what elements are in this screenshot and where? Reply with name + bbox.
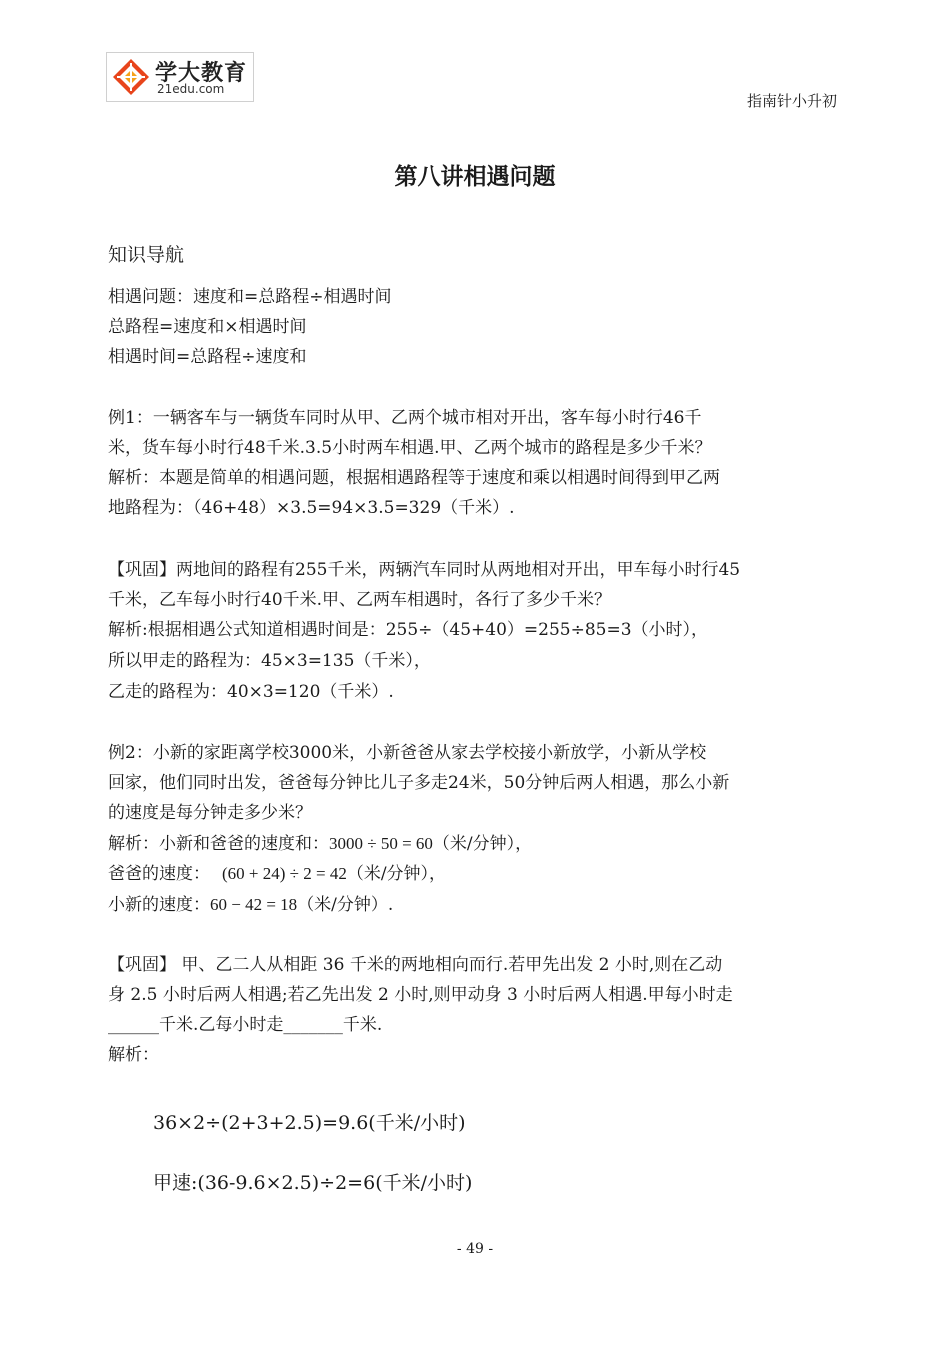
formula-line: 相遇时间=总路程÷速度和 — [108, 347, 307, 367]
practice1-line: 【巩固】两地间的路程有255千米，两辆汽车同时从两地相对开出，甲车每小时行45 — [108, 560, 741, 580]
logo-chinese-text: 学大教育 — [155, 61, 248, 86]
solution-unit: （米/分钟）， — [346, 864, 447, 884]
practice2-line: ______千米.乙每小时走_______千米. — [108, 1015, 383, 1035]
example1-line: 例1：一辆客车与一辆货车同时从甲、乙两个城市相对开出，客车每小时行46千 — [108, 408, 702, 428]
example2-solution-line — [108, 829, 532, 854]
calculation-line: 甲速:(36-9.6×2.5)÷2=6(千米/小时) — [153, 1172, 473, 1194]
practice1-line: 解析:根据相遇公式知道相遇时间是：255÷（45+40）=255÷85=3（小时）， — [108, 620, 709, 640]
practice2-line: 解析： — [108, 1045, 159, 1065]
logo-diamond-icon — [111, 57, 151, 97]
practice1-line: 乙走的路程为：40×3=120（千米）. — [108, 682, 394, 702]
practice2-line: 【巩固】 甲、乙二人从相距 36 千米的两地相向而行.若甲先出发 2 小时,则在乙动 — [108, 955, 723, 975]
example2-solution-line — [108, 890, 393, 915]
header-series-title: 指南针小升初 — [746, 92, 837, 110]
solution-label: 小新的速度： — [108, 895, 210, 915]
practice2-line: 身 2.5 小时后两人相遇;若乙先出发 2 小时,则甲动身 3 小时后两人相遇.甲每小时走 — [108, 985, 733, 1005]
solution-math: 3000 ÷ 50 = 60 — [329, 834, 433, 853]
example1-line: 解析：本题是简单的相遇问题，根据相遇路程等于速度和乘以相遇时间得到甲乙两 — [108, 468, 720, 488]
example2-line: 的速度是每分钟走多少米？ — [108, 803, 312, 823]
practice1-line: 所以甲走的路程为：45×3=135（千米）， — [108, 651, 431, 671]
solution-label: 爸爸的速度： — [108, 864, 210, 884]
solution-label: 解析：小新和爸爸的速度和： — [108, 834, 329, 854]
logo — [106, 52, 254, 102]
solution-unit: （米/分钟）， — [432, 834, 533, 854]
practice1-line: 千米，乙车每小时行40千米.甲、乙两车相遇时，各行了多少千米？ — [108, 590, 612, 610]
logo-domain-text: 21edu.com — [157, 82, 225, 96]
solution-math: (60 + 24) ÷ 2 = 42 — [222, 864, 347, 883]
example1-line: 地路程为：（46+48）×3.5=94×3.5=329（千米）. — [108, 498, 515, 518]
example2-line: 例2：小新的家距离学校3000米，小新爸爸从家去学校接小新放学，小新从学校 — [108, 743, 707, 763]
solution-unit: （米/分钟）. — [297, 895, 394, 915]
section-heading: 知识导航 — [108, 244, 185, 266]
example1-line: 米，货车每小时行48千米.3.5小时两车相遇.甲、乙两个城市的路程是多少千米？ — [108, 438, 712, 458]
solution-math: 60 − 42 = 18 — [210, 895, 298, 914]
formula-line: 总路程=速度和×相遇时间 — [108, 317, 307, 337]
page-number: - 49 - — [456, 1241, 494, 1257]
formula-line: 相遇问题：速度和=总路程÷相遇时间 — [108, 287, 392, 307]
page-title: 第八讲相遇问题 — [394, 164, 556, 190]
example2-line: 回家，他们同时出发，爸爸每分钟比儿子多走24米，50分钟后两人相遇，那么小新 — [108, 773, 730, 793]
example2-solution-line — [108, 859, 446, 884]
calculation-line: 36×2÷(2+3+2.5)=9.6(千米/小时) — [153, 1112, 466, 1134]
